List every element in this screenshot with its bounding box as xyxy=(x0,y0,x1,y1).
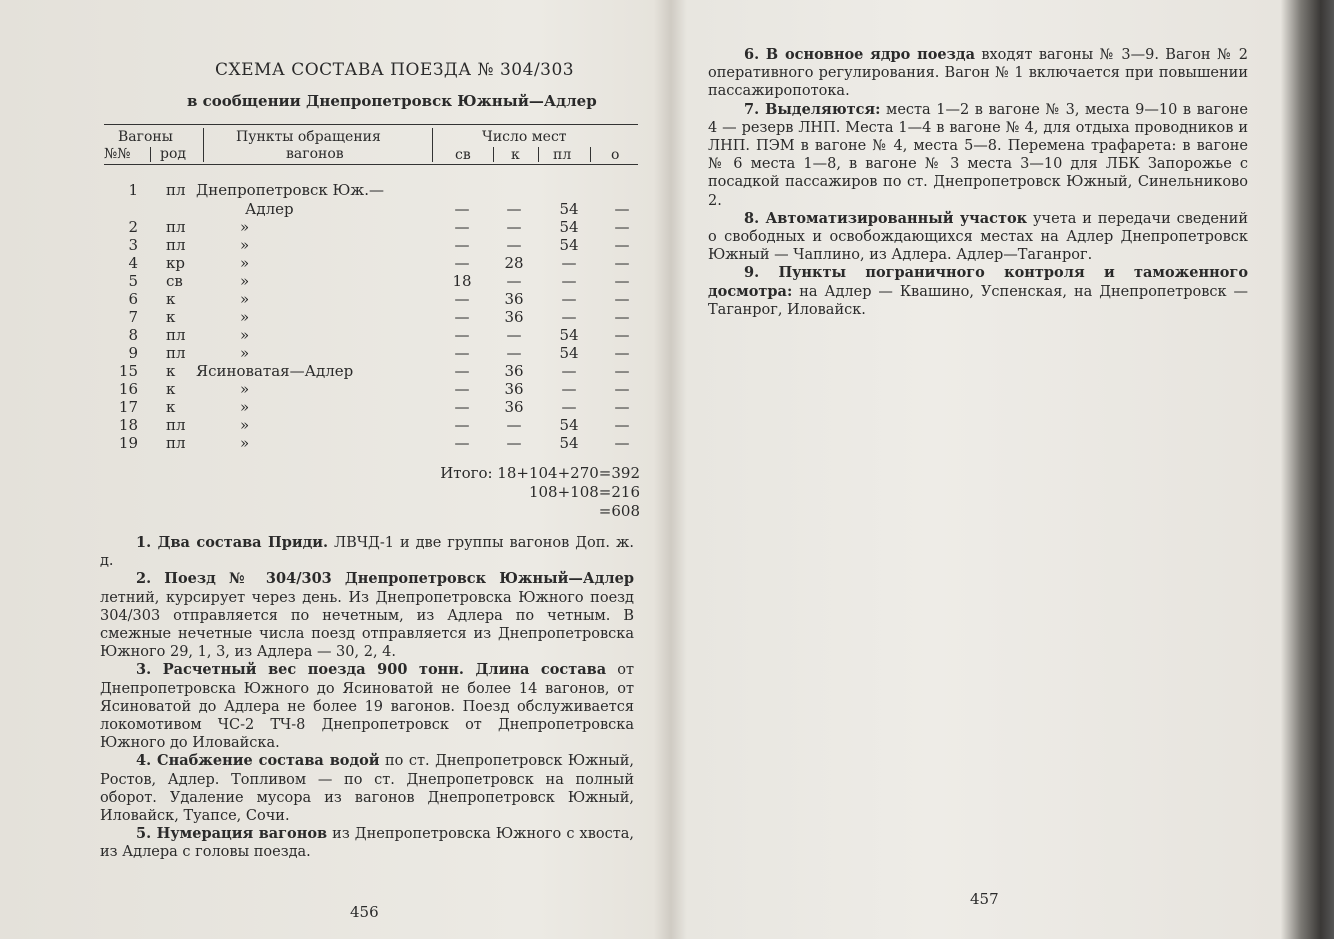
note-text: места 1—2 в вагоне № 3, места 9—10 в вагоне 4 — резерв ЛНП. Места 1—4 в вагоне № 4, для отдыха проводников и ЛНП. ПЭМ в вагоне № 4, места 5—8. Перемена трафарета: в вагоне № 6 места 1—8, в вагоне № 3 места 3—10 для ЛБК Запорожье с посадкой пассажиров по ст. Днепропетровск Южный, Синельниково 2. xyxy=(708,101,1248,209)
note-paragraph xyxy=(100,570,634,661)
note-lead: 3. Расчетный вес поезда 900 тонн. Длина состава xyxy=(136,661,607,679)
page-number: 456 xyxy=(350,903,379,921)
seats-pl: — xyxy=(561,272,577,290)
note-paragraph xyxy=(100,752,634,825)
note-text: учета и передачи сведений о свободных и освобождающихся местах на Адлер Днепропетровск Южный — Чаплино, из Адлера. Адлер—Таганрог. xyxy=(708,210,1249,264)
wagon-number: 4 xyxy=(128,254,138,272)
seats-sv: — xyxy=(454,308,470,326)
seats-o: — xyxy=(614,308,630,326)
note-lead: 8. Автоматизированный участок xyxy=(744,209,1028,227)
notes-right xyxy=(708,46,1248,319)
note-lead: 1. Два состава Приди. xyxy=(136,534,329,551)
wagon-number: 16 xyxy=(118,380,138,398)
wagon-kind: пл xyxy=(166,181,186,199)
seats-k: 36 xyxy=(504,290,524,308)
wagon-route: » xyxy=(240,398,250,416)
seats-k: 28 xyxy=(504,254,524,272)
seats-o: — xyxy=(614,434,630,452)
header-rod: род xyxy=(160,146,187,162)
table-row xyxy=(100,218,640,236)
wagon-number: 18 xyxy=(118,416,138,434)
wagon-kind: к xyxy=(166,362,176,380)
seats-sv: — xyxy=(454,254,470,272)
seats-k: 36 xyxy=(504,398,524,416)
note-lead: 4. Снабжение состава водой xyxy=(136,752,380,770)
header-divider xyxy=(538,147,539,162)
seats-o: — xyxy=(614,290,630,308)
table-row xyxy=(100,344,640,362)
page-subtitle: в сообщении Днепропетровск Южный—Адлер xyxy=(187,92,597,110)
total-line-3: =608 xyxy=(598,502,640,520)
wagon-number: 17 xyxy=(118,398,138,416)
header-divider xyxy=(432,128,433,162)
seats-o: — xyxy=(614,254,630,272)
wagon-route: Ясиноватая—Адлер xyxy=(196,362,354,380)
seats-pl: — xyxy=(561,254,577,272)
page-title: СХЕМА СОСТАВА ПОЕЗДА № 304/303 xyxy=(215,60,575,80)
wagon-route: » xyxy=(240,254,250,272)
seats-pl: 54 xyxy=(559,236,579,254)
seats-sv: — xyxy=(454,236,470,254)
seats-pl: 54 xyxy=(559,326,579,344)
note-text: на Адлер — Квашино, Успенская, на Днепропетровск — Таганрог, Иловайск. xyxy=(708,283,1248,318)
total-line-1: Итого: 18+104+270=392 xyxy=(440,464,640,482)
header-sv: св xyxy=(455,147,471,163)
wagon-route: » xyxy=(240,290,250,308)
seats-sv: — xyxy=(454,380,470,398)
wagon-kind: пл xyxy=(166,344,186,362)
seats-pl: — xyxy=(561,290,577,308)
seats-o: — xyxy=(614,218,630,236)
seats-sv: — xyxy=(454,344,470,362)
seats-o: — xyxy=(614,344,630,362)
table-row xyxy=(100,200,640,218)
notes-left xyxy=(100,534,634,862)
seats-o: — xyxy=(614,380,630,398)
note-lead: 7. Выделяются: xyxy=(744,100,881,118)
seats-pl: 54 xyxy=(559,434,579,452)
note-lead: 9. Пункты пограничного контроля и таможенного досмотра: xyxy=(708,264,1248,300)
note-paragraph xyxy=(708,46,1248,101)
note-lead: 6. В основное ядро поезда xyxy=(744,46,975,63)
seats-k: — xyxy=(506,326,522,344)
seats-pl: — xyxy=(561,308,577,326)
table-row xyxy=(100,434,640,452)
seats-sv: 18 xyxy=(452,272,472,290)
seats-k: 36 xyxy=(504,362,524,380)
header-top-rule xyxy=(104,124,638,125)
wagon-route: » xyxy=(240,380,250,398)
seats-o: — xyxy=(614,398,630,416)
wagon-route: » xyxy=(240,236,250,254)
wagon-number: 9 xyxy=(128,344,138,362)
wagon-kind: пл xyxy=(166,434,186,452)
note-paragraph xyxy=(100,661,634,752)
wagon-number: 7 xyxy=(128,308,138,326)
page-number: 457 xyxy=(970,890,999,908)
wagon-kind: пл xyxy=(166,218,186,236)
wagon-route: » xyxy=(240,344,250,362)
seats-k: — xyxy=(506,200,522,218)
header-wagons: Вагоны xyxy=(118,129,173,145)
header-points: Пункты обращения xyxy=(236,129,381,145)
seats-k: — xyxy=(506,272,522,290)
wagon-route: » xyxy=(240,434,250,452)
wagon-route: Днепропетровск Юж.— xyxy=(196,181,384,199)
total-line-2: 108+108=216 xyxy=(528,483,640,501)
header-seats: Число мест xyxy=(482,129,567,145)
seats-pl: — xyxy=(561,398,577,416)
header-pl: пл xyxy=(553,147,572,163)
seats-sv: — xyxy=(454,200,470,218)
seats-pl: 54 xyxy=(559,416,579,434)
seats-sv: — xyxy=(454,434,470,452)
header-divider xyxy=(590,147,591,162)
table-row xyxy=(100,272,640,290)
right-page xyxy=(668,0,1288,939)
table-row xyxy=(100,290,640,308)
wagon-number: 8 xyxy=(128,326,138,344)
seats-o: — xyxy=(614,362,630,380)
table-row xyxy=(100,380,640,398)
note-lead: 2. Поезд № 304/303 Днепропетровск Южный—Адлер xyxy=(136,570,634,588)
seats-k: — xyxy=(506,344,522,362)
note-text: входят вагоны № 3—9. Вагон № 2 оперативного регулирования. Вагон № 1 включается при повышении пассажиропотока. xyxy=(708,47,1248,100)
wagon-number: 19 xyxy=(118,434,138,452)
wagon-route: » xyxy=(240,326,250,344)
wagon-kind: кр xyxy=(166,254,185,272)
note-lead: 5. Нумерация вагонов xyxy=(136,825,328,843)
note-text: из Днепропетровска Южного с хвоста, из Адлера с головы поезда. xyxy=(100,826,634,861)
wagon-route: » xyxy=(240,218,250,236)
seats-pl: 54 xyxy=(559,344,579,362)
seats-o: — xyxy=(614,236,630,254)
wagon-kind: св xyxy=(166,272,183,290)
seats-pl: — xyxy=(561,380,577,398)
note-text: по ст. Днепропетровск Южный, Ростов, Адлер. Топливом — по ст. Днепропетровск на полный оборот. Удаление мусора из вагонов Днепропетровск Южный, Иловайск, Туапсе, Сочи. xyxy=(100,753,634,825)
wagon-kind: пл xyxy=(166,236,186,254)
wagon-kind: к xyxy=(166,308,176,326)
seats-sv: — xyxy=(454,398,470,416)
wagon-kind: к xyxy=(166,398,176,416)
header-k: к xyxy=(511,147,520,163)
table-row xyxy=(100,416,640,434)
wagon-kind: пл xyxy=(166,416,186,434)
wagon-kind: пл xyxy=(166,326,186,344)
wagon-route: » xyxy=(240,272,250,290)
wagon-route-cont: Адлер xyxy=(245,200,294,218)
table-row xyxy=(100,398,640,416)
seats-k: — xyxy=(506,416,522,434)
header-divider xyxy=(150,147,151,162)
wagon-kind: к xyxy=(166,290,176,308)
note-paragraph xyxy=(100,825,634,861)
note-paragraph xyxy=(100,534,634,570)
seats-sv: — xyxy=(454,290,470,308)
wagon-number: 1 xyxy=(128,181,138,199)
note-paragraph xyxy=(708,264,1248,319)
seats-o: — xyxy=(614,272,630,290)
seats-k: 36 xyxy=(504,380,524,398)
seats-pl: 54 xyxy=(559,200,579,218)
seats-sv: — xyxy=(454,362,470,380)
seats-sv: — xyxy=(454,218,470,236)
wagon-kind: к xyxy=(166,380,176,398)
wagon-number: 3 xyxy=(128,236,138,254)
seats-k: — xyxy=(506,236,522,254)
seats-o: — xyxy=(614,326,630,344)
wagon-route: » xyxy=(240,308,250,326)
table-row xyxy=(100,362,640,380)
seats-o: — xyxy=(614,200,630,218)
note-text: от Днепропетровска Южного до Ясиноватой не более 14 вагонов, от Ясиноватой до Адлера не более 19 вагонов. Поезд обслуживается локомотивом ЧС-2 ТЧ-8 Днепропетровск от Днепропетровска Южного до Иловайска. xyxy=(100,662,634,752)
header-divider xyxy=(203,128,204,162)
header-o: о xyxy=(611,147,620,163)
seats-k: — xyxy=(506,434,522,452)
header-bottom-rule xyxy=(104,164,638,165)
seats-sv: — xyxy=(454,326,470,344)
wagon-number: 2 xyxy=(128,218,138,236)
wagon-number: 6 xyxy=(128,290,138,308)
seats-pl: 54 xyxy=(559,218,579,236)
seats-pl: — xyxy=(561,362,577,380)
note-paragraph xyxy=(708,101,1248,210)
header-divider xyxy=(493,147,494,162)
left-page xyxy=(0,0,665,939)
table-row xyxy=(100,254,640,272)
table-row xyxy=(100,236,640,254)
note-text: летний, курсирует через день. Из Днепропетровска Южного поезд 304/303 отправляется по нечетным, из Адлера по четным. В смежные нечетные числа поезд отправляется из Днепропетровска Южного 29, 1, 3, из Адлера — 30, 2, 4. xyxy=(100,589,634,661)
header-nn: №№ xyxy=(104,146,131,162)
seats-k: — xyxy=(506,218,522,236)
seats-k: 36 xyxy=(504,308,524,326)
table-row xyxy=(100,181,640,199)
wagon-route: » xyxy=(240,416,250,434)
table-row xyxy=(100,308,640,326)
seats-o: — xyxy=(614,416,630,434)
wagon-number: 15 xyxy=(118,362,138,380)
wagon-number: 5 xyxy=(128,272,138,290)
table-row xyxy=(100,326,640,344)
seats-sv: — xyxy=(454,416,470,434)
header-points-2: вагонов xyxy=(286,146,344,162)
note-paragraph xyxy=(708,210,1248,265)
note-text: ЛВЧД-1 и две группы вагонов Доп. ж. д. xyxy=(100,535,634,570)
